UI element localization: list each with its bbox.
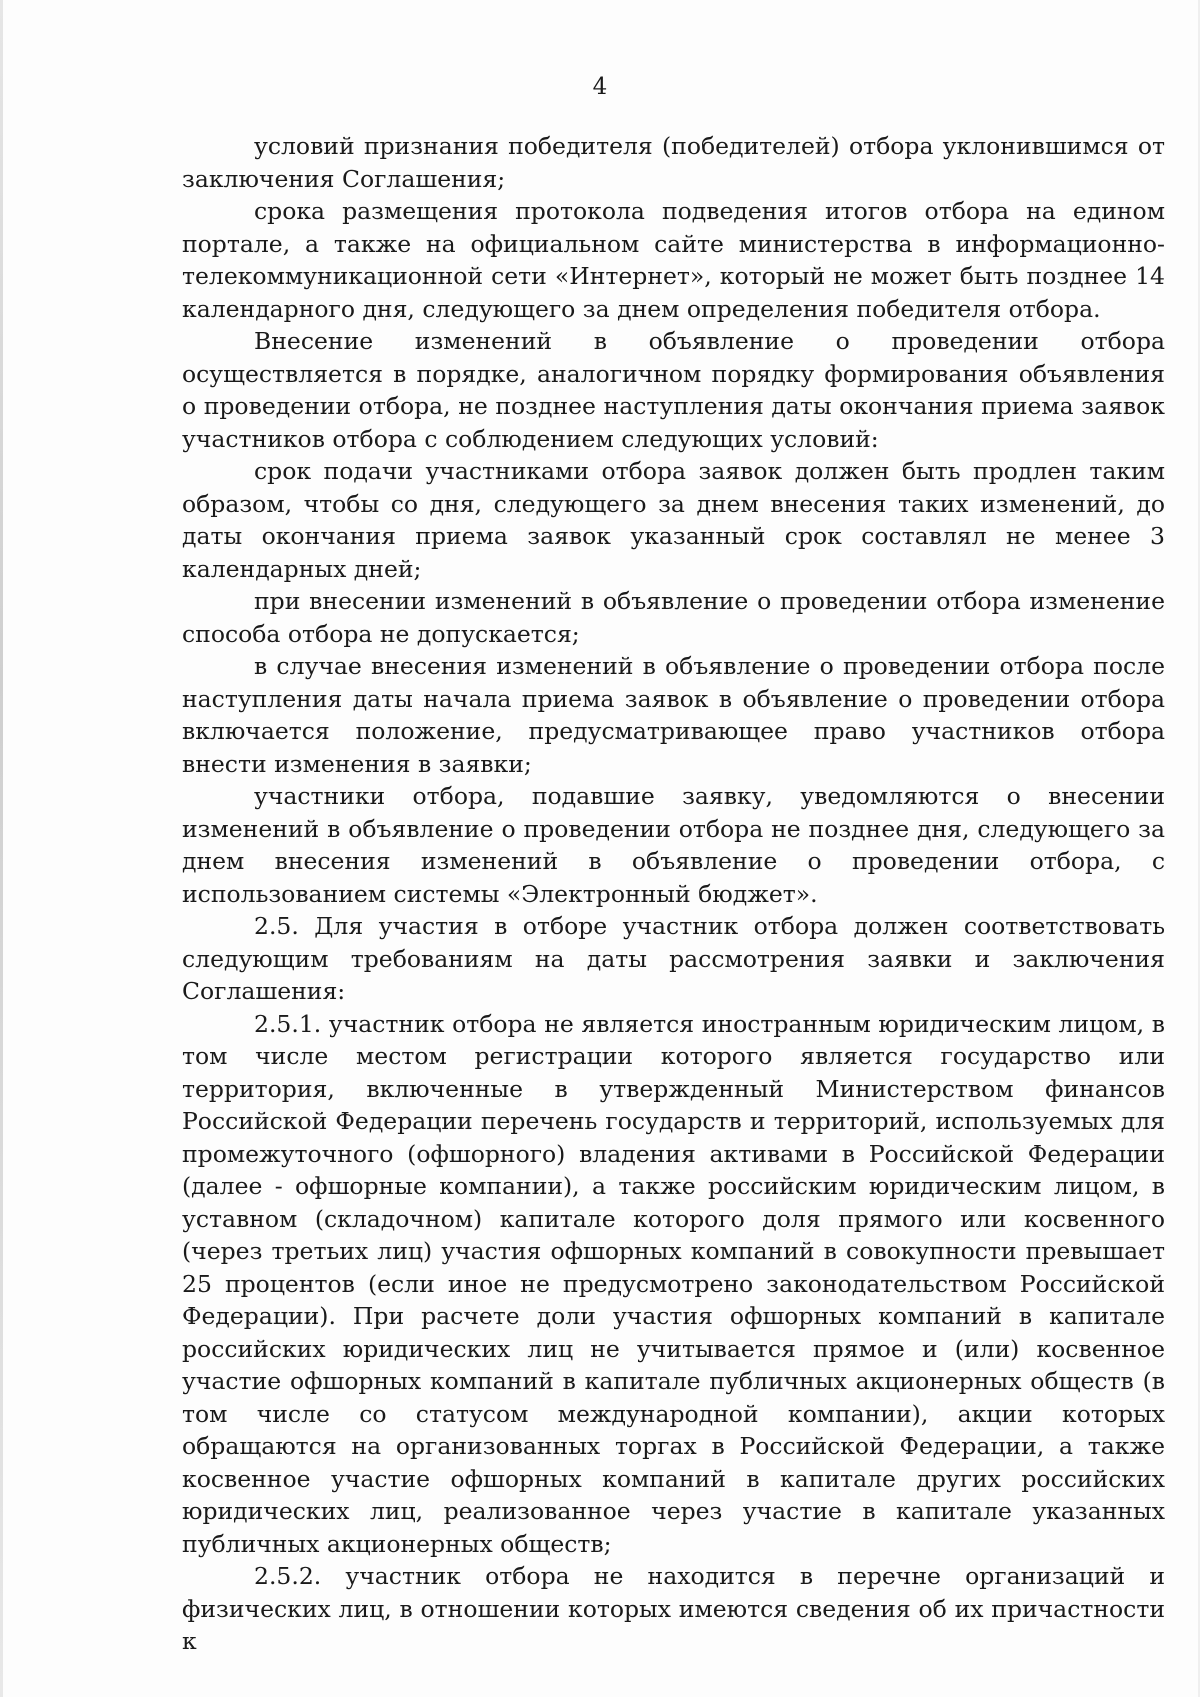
paragraph-participant-notification: участники отбора, подавшие заявку, уведомляются о внесении изменений в объявление о проведении отбора не позднее дня, следующего за днем внесения изменений в объявление о проведении отбора, с использованием системы «Электронный бюджет». xyxy=(182,782,1165,908)
paragraph-deadline-extension: срок подачи участниками отбора заявок должен быть продлен таким образом, чтобы со дня, следующего за днем внесения таких изменений, до даты окончания приема заявок указанный срок составлял не менее 3 календарных дней; xyxy=(182,457,1165,583)
page-number: 4 xyxy=(592,74,608,100)
paragraph-protocol-deadline: срока размещения протокола подведения итогов отбора на едином портале, а также на официальном сайте министерства в информационно-телекоммуникационной сети «Интернет», который не может быть позднее 14 календарного дня, следующего за днем определения победителя отбора. xyxy=(182,197,1165,323)
paragraph-section-2-5-1: 2.5.1. участник отбора не является иностранным юридическим лицом, в том числе местом регистрации которого является государство или территория, включенные в утвержденный Министерством финансов Российской Федерации перечень государств и территорий, используемых для промежуточного (офшорного) владения активами в Российской Федерации (далее - офшорные компании), а также российским юридическим лицом, в уставном (складочном) капитале которого доля прямого или косвенного (через третьих лиц) участия офшорных компаний в совокупности превышает 25 процентов (если иное не предусмотрено законодательством Российской Федерации). При расчете доли участия офшорных компаний в капитале российских юридических лиц не учитывается прямое и (или) косвенное участие офшорных компаний в капитале публичных акционерных обществ (в том числе со статусом международной компании), акции которых обращаются на организованных торгах в Российской Федерации, а также косвенное участие офшорных компаний в капитале других российских юридических лиц, реализованное через участие в капитале указанных публичных акционерных обществ; xyxy=(182,1009,1165,1558)
paragraph-change-applications: в случае внесения изменений в объявление о проведении отбора после наступления даты начала приема заявок в объявление о проведении отбора включается положение, предусматривающее право участников отбора внести изменения в заявки; xyxy=(182,652,1165,778)
paragraph-method-change-prohibited: при внесении изменений в объявление о проведении отбора изменение способа отбора не допускается; xyxy=(182,587,1165,648)
paragraph-announcement-changes: Внесение изменений в объявление о проведении отбора осуществляется в порядке, аналогичном порядку формирования объявления о проведении отбора, не позднее наступления даты окончания приема заявок участников отбора с соблюдением следующих условий: xyxy=(182,327,1165,453)
paragraph-section-2-5: 2.5. Для участия в отборе участник отбора должен соответствовать следующим требованиям на даты рассмотрения заявки и заключения Соглашения: xyxy=(182,912,1165,1005)
document-body xyxy=(182,130,1165,1658)
scan-edge-left xyxy=(0,0,3,1697)
paragraph-section-2-5-2: 2.5.2. участник отбора не находится в перечне организаций и физических лиц, в отношении которых имеются сведения об их причастности к xyxy=(182,1562,1165,1655)
paragraph-winner-evasion-conditions: условий признания победителя (победителей) отбора уклонившимся от заключения Соглашения; xyxy=(182,132,1165,193)
